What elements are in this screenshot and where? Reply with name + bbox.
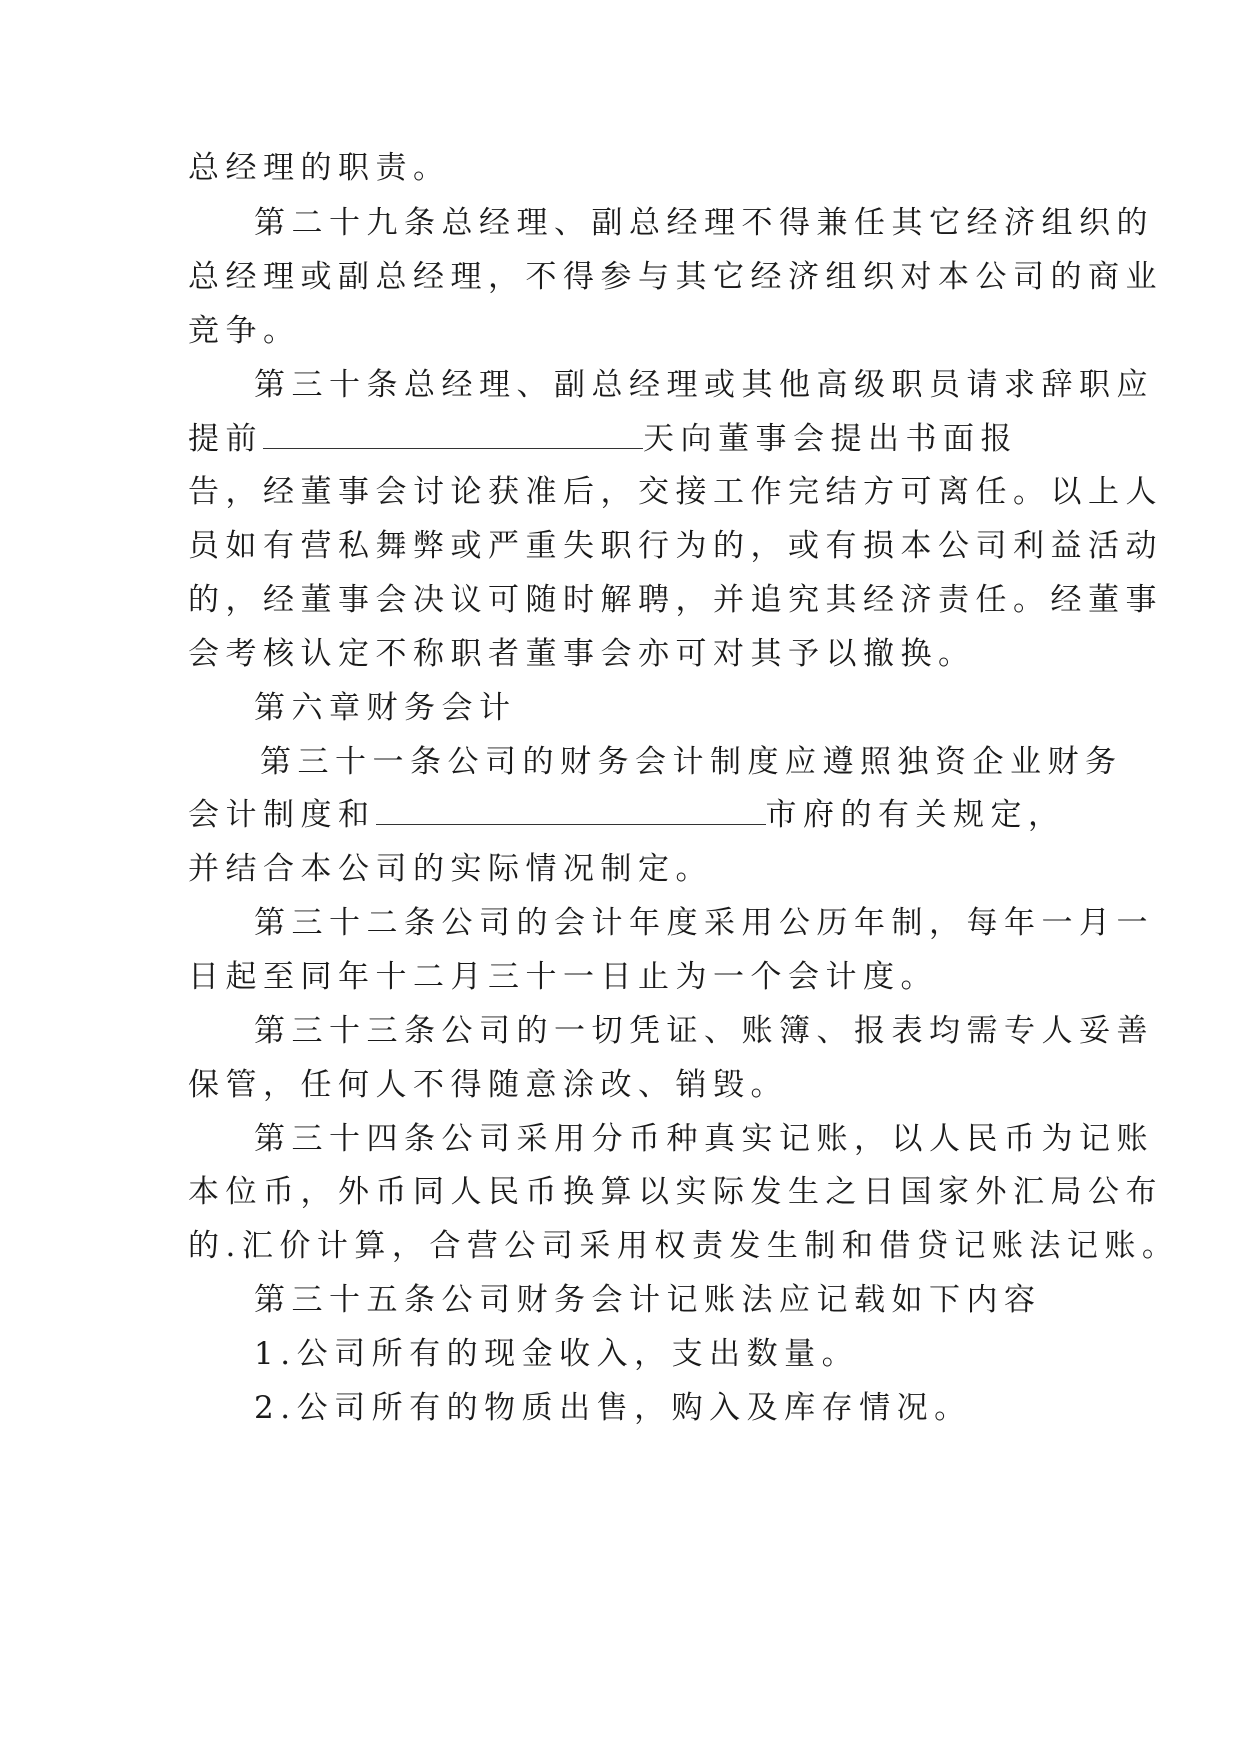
text-line: 并结合本公司的实际情况制定。 bbox=[188, 851, 713, 887]
list-item: 2.公司所有的物质出售，购入及库存情况。 bbox=[254, 1390, 972, 1426]
text-line-with-blank bbox=[188, 419, 1018, 459]
list-item: 1.公司所有的现金收入，支出数量。 bbox=[254, 1336, 860, 1372]
text-line-with-blank bbox=[188, 795, 1066, 835]
text-line: 的，经董事会决议可随时解聘，并追究其经济责任。经董事 bbox=[188, 582, 1163, 618]
text-line: 会考核认定不称职者董事会亦可对其予以撤换。 bbox=[188, 636, 976, 672]
text-line: 总经理或副总经理，不得参与其它经济组织对本公司的商业 bbox=[188, 259, 1163, 295]
text-line: 本位币，外币同人民币换算以实际发生之日国家外汇局公布 bbox=[188, 1174, 1163, 1210]
text-segment: 市府的有关规定， bbox=[765, 797, 1066, 833]
fill-in-blank bbox=[376, 800, 766, 825]
article-33-heading-line: 第三十三条公司的一切凭证、账簿、报表均需专人妥善 bbox=[254, 1013, 1154, 1049]
text-segment: 提前 bbox=[188, 421, 263, 457]
article-35-heading-line: 第三十五条公司财务会计记账法应记载如下内容 bbox=[254, 1282, 1042, 1318]
article-31-heading-line: 第三十一条公司的财务会计制度应遵照独资企业财务 bbox=[260, 744, 1123, 780]
text-line: 的.汇价计算，合营公司采用权责发生制和借贷记账法记账。 bbox=[188, 1228, 1180, 1264]
article-29-heading-line: 第二十九条总经理、副总经理不得兼任其它经济组织的 bbox=[254, 205, 1154, 241]
text-line: 员如有营私舞弊或严重失职行为的，或有损本公司利益活动 bbox=[188, 528, 1163, 564]
article-32-heading-line: 第三十二条公司的会计年度采用公历年制，每年一月一 bbox=[254, 905, 1154, 941]
text-line: 竞争。 bbox=[188, 313, 301, 349]
text-segment: 会计制度和 bbox=[188, 797, 376, 833]
chapter-6-heading: 第六章财务会计 bbox=[254, 690, 517, 726]
article-30-heading-line: 第三十条总经理、副总经理或其他高级职员请求辞职应 bbox=[254, 367, 1154, 403]
text-line: 总经理的职责。 bbox=[188, 150, 451, 186]
article-34-heading-line: 第三十四条公司采用分币种真实记账，以人民币为记账 bbox=[254, 1121, 1154, 1157]
text-line: 保管，任何人不得随意涂改、销毁。 bbox=[188, 1067, 788, 1103]
fill-in-blank bbox=[263, 424, 643, 449]
text-line: 日起至同年十二月三十一日止为一个会计度。 bbox=[188, 959, 938, 995]
text-line: 告，经董事会讨论获准后，交接工作完结方可离任。以上人 bbox=[188, 474, 1163, 510]
text-segment: 天向董事会提出书面报 bbox=[643, 421, 1018, 457]
